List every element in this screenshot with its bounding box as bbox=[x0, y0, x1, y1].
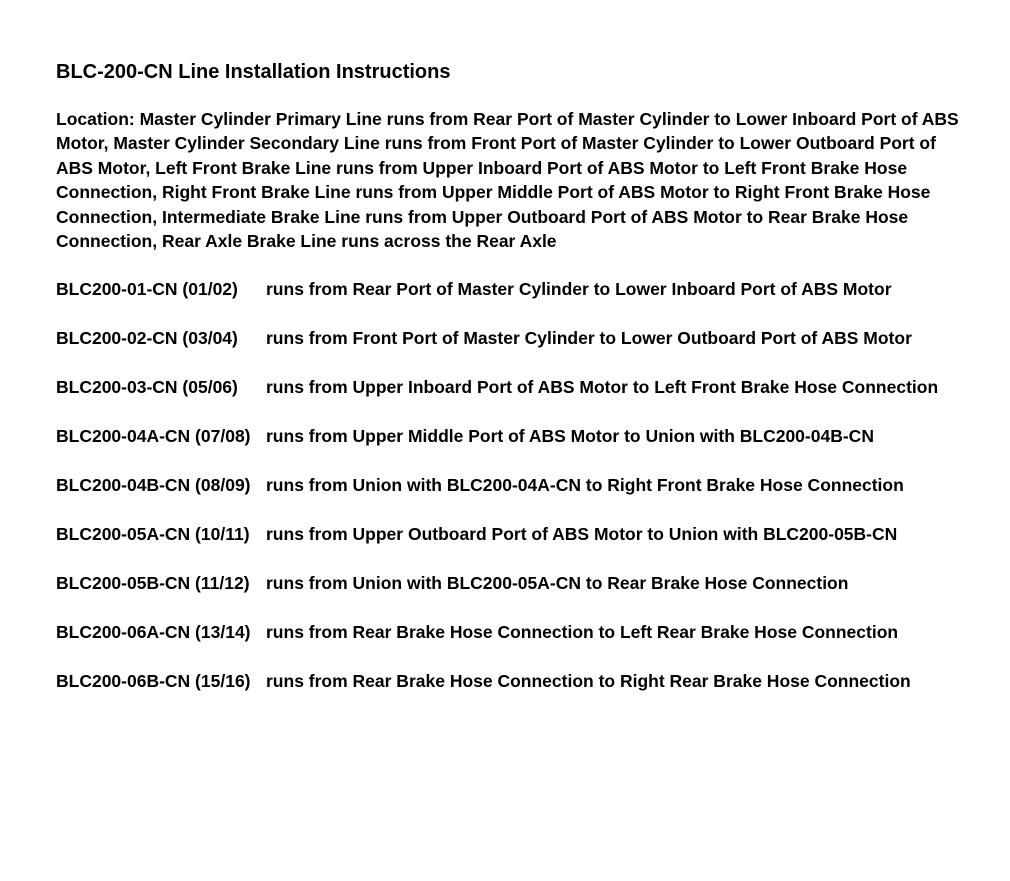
line-id: BLC200-02-CN (03/04) bbox=[56, 328, 238, 349]
line-description: runs from Upper Middle Port of ABS Motor to Union with BLC200-04B-CN bbox=[266, 426, 874, 447]
line-description: runs from Union with BLC200-05A-CN to Rear Brake Hose Connection bbox=[266, 573, 849, 594]
line-description: runs from Front Port of Master Cylinder to Lower Outboard Port of ABS Motor bbox=[266, 328, 912, 349]
line-id: BLC200-06A-CN (13/14) bbox=[56, 622, 251, 643]
location-paragraph: Location: Master Cylinder Primary Line runs from Rear Port of Master Cylinder to Lower Inboard Port of ABS Motor, Master Cylinder Secondary Line runs from Front Port of Master Cylinder to Lower Outboard Port of ABS Motor, Left Front Brake Line runs from Upper Inboard Port of ABS Motor to Left Front Brake Hose Connection, Right Front Brake Line runs from Upper Middle Port of ABS Motor to Right Front Brake Hose Connection, Intermediate Brake Line runs from Upper Outboard Port of ABS Motor to Rear Brake Hose Connection, Rear Axle Brake Line runs across the Rear Axle bbox=[56, 109, 959, 252]
line-id: BLC200-05A-CN (10/11) bbox=[56, 524, 250, 545]
line-item bbox=[56, 620, 976, 669]
line-description: runs from Union with BLC200-04A-CN to Right Front Brake Hose Connection bbox=[266, 475, 904, 496]
line-id: BLC200-04B-CN (08/09) bbox=[56, 475, 251, 496]
line-description: runs from Upper Outboard Port of ABS Motor to Union with BLC200-05B-CN bbox=[266, 524, 898, 545]
document-title: BLC-200-CN Line Installation Instructions bbox=[56, 61, 451, 83]
line-id: BLC200-03-CN (05/06) bbox=[56, 377, 238, 398]
document bbox=[56, 58, 976, 718]
line-id: BLC200-06B-CN (15/16) bbox=[56, 671, 251, 692]
line-item bbox=[56, 571, 976, 620]
line-item bbox=[56, 277, 976, 326]
line-item bbox=[56, 522, 976, 571]
line-item bbox=[56, 326, 976, 375]
line-description: runs from Upper Inboard Port of ABS Motor to Left Front Brake Hose Connection bbox=[266, 377, 939, 398]
line-id: BLC200-01-CN (01/02) bbox=[56, 279, 238, 300]
line-item bbox=[56, 473, 976, 522]
line-id: BLC200-05B-CN (11/12) bbox=[56, 573, 250, 594]
line-list bbox=[56, 277, 976, 718]
line-description: runs from Rear Brake Hose Connection to Right Rear Brake Hose Connection bbox=[266, 671, 911, 692]
line-id: BLC200-04A-CN (07/08) bbox=[56, 426, 251, 447]
line-item bbox=[56, 669, 976, 718]
line-item bbox=[56, 424, 976, 473]
line-description: runs from Rear Brake Hose Connection to Left Rear Brake Hose Connection bbox=[266, 622, 899, 643]
line-description: runs from Rear Port of Master Cylinder to Lower Inboard Port of ABS Motor bbox=[266, 279, 892, 300]
line-item bbox=[56, 375, 976, 424]
